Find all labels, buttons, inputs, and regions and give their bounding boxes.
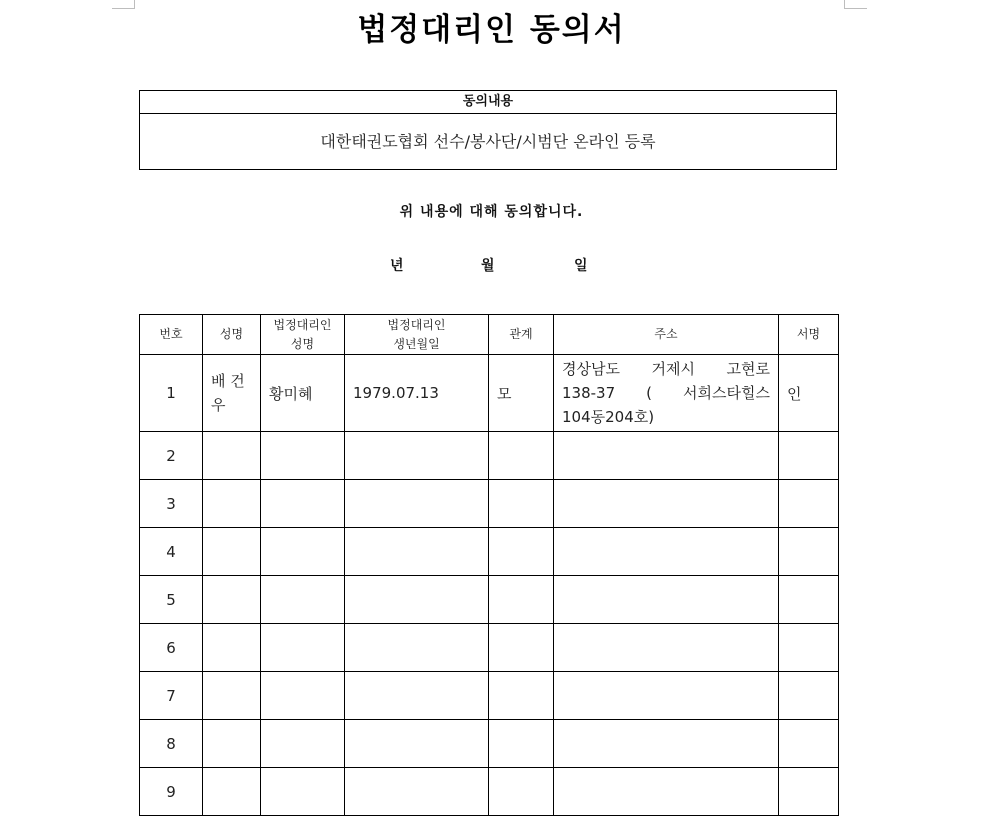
header-guardian-birth	[345, 315, 489, 355]
cell-signature[interactable]	[779, 576, 839, 624]
header-guardian-name	[261, 315, 345, 355]
cell-address[interactable]	[554, 624, 779, 672]
cell-name[interactable]	[203, 768, 261, 816]
header-guardian-birth-line1: 법정대리인	[387, 317, 446, 332]
cell-guardian-birth[interactable]: 1979.07.13	[345, 355, 489, 432]
cell-relation[interactable]	[489, 624, 554, 672]
cell-name[interactable]	[203, 480, 261, 528]
cell-number[interactable]: 9	[140, 768, 203, 816]
cell-address[interactable]	[554, 355, 779, 432]
table-row	[140, 672, 839, 720]
cell-number[interactable]: 5	[140, 576, 203, 624]
cell-signature[interactable]	[779, 720, 839, 768]
table-row	[140, 624, 839, 672]
cell-number[interactable]: 4	[140, 528, 203, 576]
cell-name[interactable]	[203, 528, 261, 576]
cell-relation[interactable]	[489, 480, 554, 528]
header-guardian-name-line2: 성명	[290, 336, 315, 351]
address-number: 138-37	[562, 384, 616, 402]
cell-guardian-name[interactable]	[261, 576, 345, 624]
cell-guardian-name[interactable]	[261, 528, 345, 576]
cell-signature[interactable]	[779, 672, 839, 720]
cell-guardian-name[interactable]	[261, 672, 345, 720]
consent-header: 동의내용	[140, 91, 836, 114]
address-building: 서희스타힐스	[683, 384, 770, 402]
guardian-registration-table	[139, 314, 839, 816]
cell-address[interactable]	[554, 672, 779, 720]
table-row	[140, 528, 839, 576]
address-line3: 104동204호)	[562, 408, 655, 426]
cell-relation[interactable]: 모	[489, 355, 554, 432]
cell-name[interactable]	[203, 355, 261, 432]
cell-name[interactable]	[203, 576, 261, 624]
document-title: 법정대리인 동의서	[357, 12, 626, 48]
cell-name[interactable]	[203, 720, 261, 768]
cell-signature[interactable]	[779, 480, 839, 528]
header-relation: 관계	[489, 315, 554, 355]
cell-number[interactable]: 3	[140, 480, 203, 528]
cell-signature[interactable]	[779, 432, 839, 480]
cell-address[interactable]	[554, 720, 779, 768]
consent-content: 대한태권도협회 선수/봉사단/시범단 온라인 등록	[320, 132, 656, 151]
cell-address[interactable]	[554, 768, 779, 816]
cell-guardian-birth[interactable]	[345, 432, 489, 480]
header-guardian-birth-line2: 생년월일	[393, 336, 440, 351]
table-row	[140, 480, 839, 528]
consent-content-box	[139, 90, 837, 170]
cell-guardian-birth[interactable]	[345, 672, 489, 720]
date-year-label: 년	[390, 258, 404, 274]
cell-signature[interactable]	[779, 528, 839, 576]
cell-signature[interactable]	[779, 624, 839, 672]
table-row	[140, 576, 839, 624]
cell-number[interactable]: 6	[140, 624, 203, 672]
cell-number[interactable]: 1	[140, 355, 203, 432]
cell-relation[interactable]	[489, 768, 554, 816]
table-row	[140, 768, 839, 816]
address-city: 거제시	[651, 360, 695, 378]
cell-name[interactable]	[203, 624, 261, 672]
header-address: 주소	[554, 315, 779, 355]
cell-guardian-birth[interactable]	[345, 528, 489, 576]
header-name: 성명	[203, 315, 261, 355]
cell-name[interactable]	[203, 432, 261, 480]
consent-statement: 위 내용에 대해 동의합니다.	[399, 204, 584, 220]
date-month-label: 월	[481, 258, 495, 274]
cell-guardian-birth[interactable]	[345, 480, 489, 528]
cell-number[interactable]: 7	[140, 672, 203, 720]
cell-guardian-birth[interactable]	[345, 576, 489, 624]
cell-address[interactable]	[554, 432, 779, 480]
cell-relation[interactable]	[489, 720, 554, 768]
cell-signature[interactable]: 인	[779, 355, 839, 432]
header-signature: 서명	[779, 315, 839, 355]
cell-relation[interactable]	[489, 672, 554, 720]
cell-name[interactable]	[203, 672, 261, 720]
cell-name-line2: 우	[211, 396, 226, 414]
cell-guardian-name[interactable]	[261, 432, 345, 480]
address-line2	[562, 381, 770, 405]
cell-guardian-name[interactable]	[261, 480, 345, 528]
header-number: 번호	[140, 315, 203, 355]
date-day-label: 일	[574, 258, 588, 274]
header-guardian-name-line1: 법정대리인	[273, 317, 332, 332]
cell-address[interactable]	[554, 480, 779, 528]
table-row	[140, 432, 839, 480]
address-province: 경상남도	[562, 360, 620, 378]
address-line1	[562, 357, 770, 381]
cell-guardian-name[interactable]	[261, 624, 345, 672]
table-row	[140, 720, 839, 768]
cell-signature[interactable]	[779, 768, 839, 816]
cell-guardian-name[interactable]: 황미혜	[261, 355, 345, 432]
cell-number[interactable]: 2	[140, 432, 203, 480]
cell-guardian-name[interactable]	[261, 720, 345, 768]
cell-address[interactable]	[554, 528, 779, 576]
cell-relation[interactable]	[489, 528, 554, 576]
cell-guardian-birth[interactable]	[345, 624, 489, 672]
cell-name-line1: 배 건	[211, 372, 245, 390]
cell-relation[interactable]	[489, 576, 554, 624]
cell-number[interactable]: 8	[140, 720, 203, 768]
cell-relation[interactable]	[489, 432, 554, 480]
address-paren: (	[646, 384, 653, 402]
table-row	[140, 355, 839, 432]
cell-address[interactable]	[554, 576, 779, 624]
cell-guardian-birth[interactable]	[345, 768, 489, 816]
cell-guardian-birth[interactable]	[345, 720, 489, 768]
address-road: 고현로	[726, 360, 770, 378]
table-header-row	[140, 315, 839, 355]
cell-guardian-name[interactable]	[261, 768, 345, 816]
